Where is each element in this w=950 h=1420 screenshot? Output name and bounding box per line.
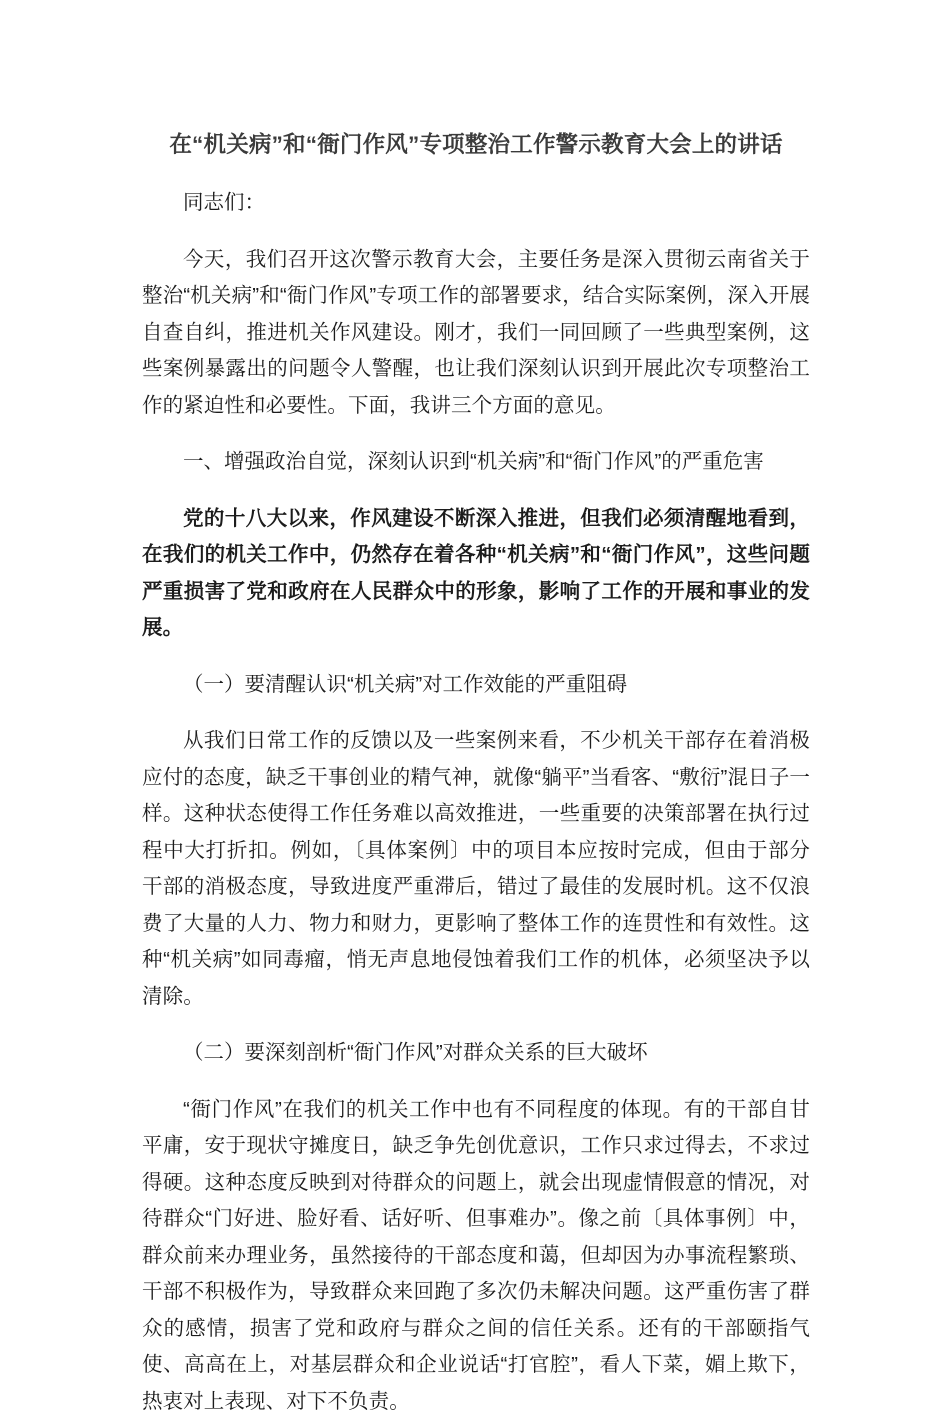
spacer: [142, 168, 810, 185]
salutation: 同志们：: [142, 185, 810, 222]
spacer: [142, 424, 810, 444]
spacer: [142, 703, 810, 723]
opening-paragraph: 今天，我们召开这次警示教育大会，主要任务是深入贯彻云南省关于整治“机关病”和“衙门作风”专项工作的部署要求，结合实际案例，深入开展自查自纠，推进机关作风建设。刚才，我们一同回顾了一些典型案例，这些案例暴露出的问题令人警醒，也让我们深刻认识到开展此次专项整治工作的紧迫性和必要性。下面，我讲三个方面的意见。: [142, 242, 810, 425]
spacer: [142, 481, 810, 501]
subsection-heading-2: （二）要深刻剖析“衙门作风”对群众关系的巨大破坏: [142, 1035, 810, 1072]
document-body: [142, 0, 810, 1420]
spacer: [142, 222, 810, 242]
page-title: 在“机关病”和“衙门作风”专项整治工作警示教育大会上的讲话: [142, 0, 810, 168]
subsection-heading-1: （一）要清醒认识“机关病”对工作效能的严重阻碍: [142, 667, 810, 704]
section-1-intro-paragraph: 党的十八大以来，作风建设不断深入推进，但我们必须清醒地看到，在我们的机关工作中，仍然存在着各种“机关病”和“衙门作风”，这些问题严重损害了党和政府在人民群众中的形象，影响了工作的开展和事业的发展。: [142, 501, 810, 647]
subsection-2-body-paragraph: “衙门作风”在我们的机关工作中也有不同程度的体现。有的干部自甘平庸，安于现状守摊度日，缺乏争先创优意识，工作只求过得去，不求过得硬。这种态度反映到对待群众的问题上，就会出现虚情假意的情况，对待群众“门好进、脸好看、话好听、但事难办”。像之前〔具体事例〕中，群众前来办理业务，虽然接待的干部态度和蔼，但却因为办事流程繁琐、干部不积极作为，导致群众来回跑了多次仍未解决问题。这严重伤害了群众的感情，损害了党和政府与群众之间的信任关系。还有的干部颐指气使、高高在上，对基层群众和企业说话“打官腔”，看人下菜，媚上欺下，热衷对上表现、对下不负责。: [142, 1092, 810, 1420]
spacer: [142, 1015, 810, 1035]
spacer: [142, 647, 810, 667]
subsection-1-body-paragraph: 从我们日常工作的反馈以及一些案例来看，不少机关干部存在着消极应付的态度，缺乏干事创业的精气神，就像“躺平”当看客、“敷衍”混日子一样。这种状态使得工作任务难以高效推进，一些重要的决策部署在执行过程中大打折扣。例如，〔具体案例〕中的项目本应按时完成，但由于部分干部的消极态度，导致进度严重滞后，错过了最佳的发展时机。这不仅浪费了大量的人力、物力和财力，更影响了整体工作的连贯性和有效性。这种“机关病”如同毒瘤，悄无声息地侵蚀着我们工作的机体，必须坚决予以清除。: [142, 723, 810, 1015]
spacer: [142, 1072, 810, 1092]
section-heading-1: 一、增强政治自觉，深刻认识到“机关病”和“衙门作风”的严重危害: [142, 444, 810, 481]
